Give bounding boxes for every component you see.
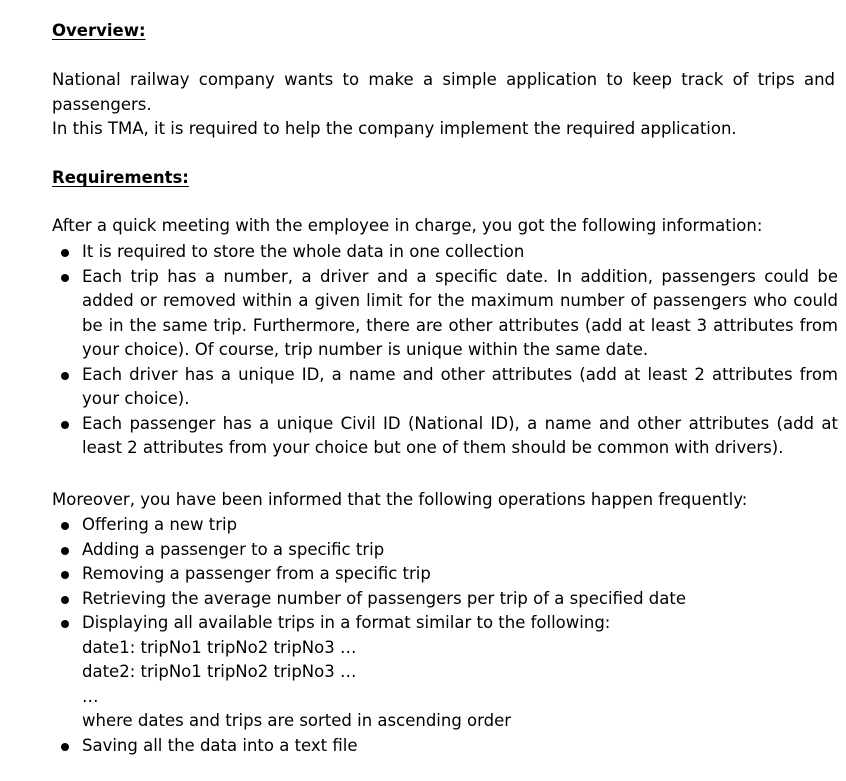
operations-list — [0, 513, 846, 758]
bullet-icon — [61, 547, 69, 555]
bullet-icon — [61, 249, 69, 257]
operations-list-item — [0, 538, 838, 563]
requirements-list-item — [0, 240, 838, 265]
requirements-item-text: Each passenger has a unique Civil ID (National ID), a name and other attributes (add at least 2 attributes from your choice but one of them should be common with drivers). — [82, 413, 838, 457]
operations-list-item — [0, 734, 838, 759]
operations-list-item — [0, 587, 838, 612]
bullet-icon — [61, 596, 69, 604]
bullet-icon — [61, 372, 69, 380]
operations-item-text: Retrieving the average number of passengers per trip of a specified date — [82, 588, 686, 608]
operations-item-text: Adding a passenger to a specific trip — [82, 539, 385, 559]
requirements-item-text: Each driver has a unique ID, a name and other attributes (add at least 2 attributes from your choice). — [82, 364, 838, 408]
bullet-icon — [61, 571, 69, 579]
operations-item-text: Offering a new trip — [82, 515, 238, 534]
format-ellipsis: … — [82, 686, 99, 706]
requirements-list-item — [0, 265, 838, 363]
operations-item-text: Removing a passenger from a specific trip — [82, 564, 431, 583]
operations-item-text: Displaying all available trips in a format similar to the following: — [82, 613, 611, 632]
operations-list-item — [0, 611, 838, 734]
requirements-item-text: It is required to store the whole data in one collection — [82, 242, 525, 261]
operations-list-item — [0, 562, 838, 587]
format-line: date2: tripNo1 tripNo2 tripNo3 … — [82, 662, 357, 681]
requirements-item-text: Each trip has a number, a driver and a specific date. In addition, passengers could be added or removed within a given limit for the maximum number of passengers who could be in the same trip. Furthermore, there are other attributes (add at least 3 attributes from your choice). Of course, trip number is unique within the same date. — [82, 266, 838, 359]
overview-heading: Overview: — [52, 21, 146, 40]
format-line: date1: tripNo1 tripNo2 tripNo3 … — [82, 637, 357, 657]
requirements-intro: After a quick meeting with the employee in charge, you got the following information: — [52, 216, 763, 235]
bullet-icon — [61, 522, 69, 530]
requirements-list-item — [0, 363, 838, 412]
operations-list-item — [0, 513, 838, 538]
overview-paragraph-1: National railway company wants to make a simple application to keep track of trips and passengers. — [52, 70, 835, 114]
operations-intro: Moreover, you have been informed that the following operations happen frequently: — [52, 490, 748, 509]
bullet-icon — [61, 421, 69, 429]
requirements-list — [0, 240, 846, 461]
requirements-list-item — [0, 412, 838, 461]
operations-item-text: Saving all the data into a text file — [82, 735, 358, 755]
sort-note: where dates and trips are sorted in ascending order — [82, 711, 512, 730]
bullet-icon — [61, 620, 69, 628]
requirements-heading: Requirements: — [52, 168, 189, 187]
bullet-icon — [61, 743, 69, 751]
bullet-icon — [61, 274, 69, 282]
overview-paragraph-2: In this TMA, it is required to help the company implement the required application. — [52, 119, 737, 138]
